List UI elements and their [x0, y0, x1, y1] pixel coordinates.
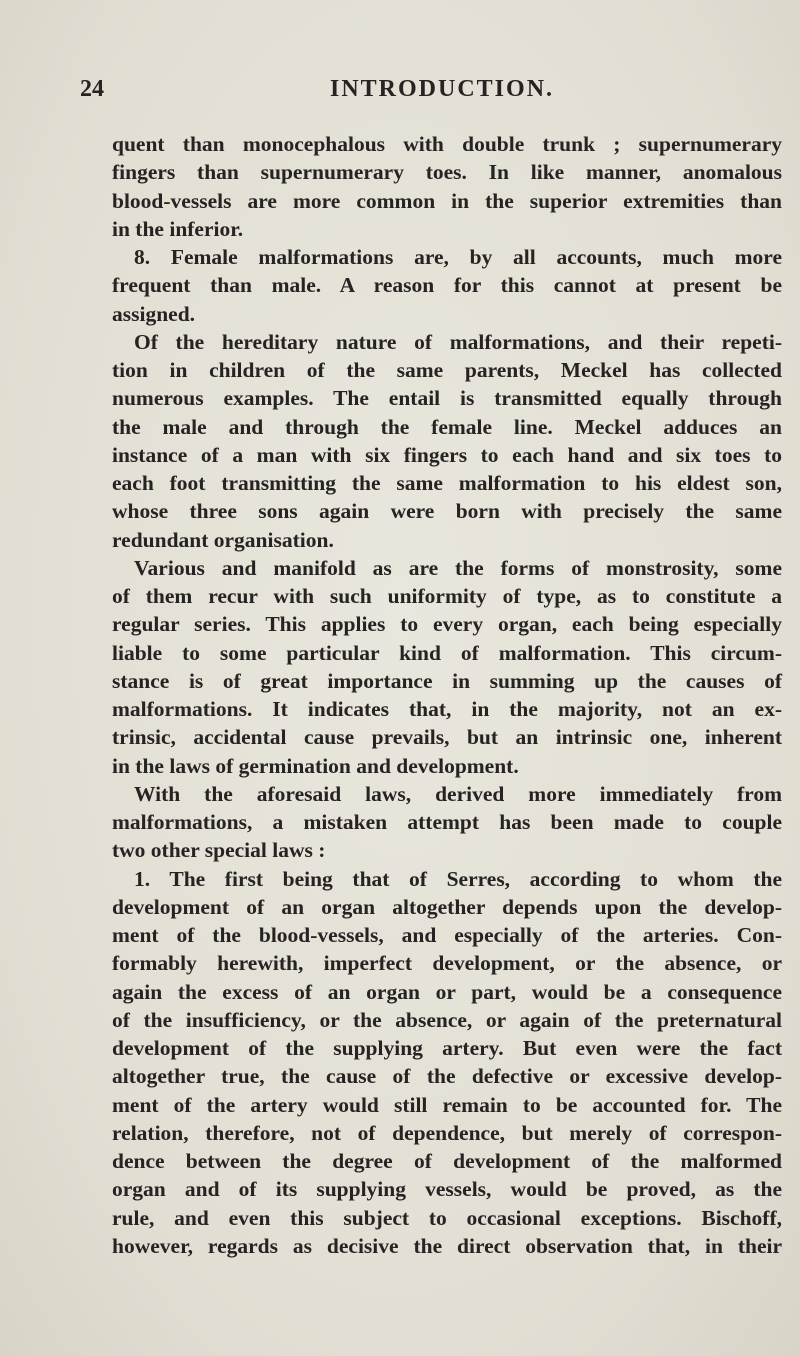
running-title: INTRODUCTION.: [330, 76, 555, 102]
text-line: instance of a man with six fingers to each hand and six toes to: [112, 442, 782, 467]
text-line: quent than monocephalous with double trunk ; supernumerary: [112, 132, 782, 156]
text-line: two other special laws :: [112, 838, 326, 863]
text-line: malformations, a mistaken attempt has been made to couple: [112, 810, 782, 834]
body-text: [112, 130, 782, 1260]
text-line: liable to some particular kind of malformation. This circum-: [112, 640, 782, 665]
text-line: ment of the blood-vessels, and especially of the arteries. Con-: [112, 923, 782, 947]
text-line: however, regards as decisive the direct observation that, in their: [112, 1233, 782, 1258]
text-line: development of an organ altogether depends upon the develop-: [112, 894, 782, 919]
text-line: each foot transmitting the same malformation to his eldest son,: [112, 471, 782, 495]
text-line: 8. Female malformations are, by all accounts, much more: [134, 245, 782, 269]
text-line: assigned.: [112, 301, 196, 326]
text-line: whose three sons again were born with precisely the same: [112, 499, 782, 524]
text-line: tion in children of the same parents, Meckel has collected: [112, 358, 782, 382]
text-line: rule, and even this subject to occasional exceptions. Bischoff,: [112, 1205, 782, 1230]
text-line: Of the hereditary nature of malformations, and their repeti-: [134, 329, 782, 354]
text-line: malformations. It indicates that, in the majority, not an ex-: [112, 697, 782, 721]
text-line: development of the supplying artery. But even were the fact: [112, 1036, 782, 1060]
text-line: Various and manifold as are the forms of monstrosity, some: [134, 555, 782, 580]
text-line: 1. The first being that of Serres, according to whom the: [134, 866, 782, 891]
text-line: organ and of its supplying vessels, would be proved, as the: [112, 1177, 782, 1202]
text-line: the male and through the female line. Meckel adduces an: [112, 414, 782, 439]
text-line: in the laws of germination and development.: [112, 753, 519, 778]
text-line: frequent than male. A reason for this cannot at present be: [112, 273, 782, 298]
text-line: dence between the degree of development of the malformed: [112, 1149, 782, 1173]
text-line: trinsic, accidental cause prevails, but an intrinsic one, inherent: [112, 725, 782, 750]
page-header: [0, 76, 800, 110]
text-line: of the insufficiency, or the absence, or again of the preternatural: [112, 1007, 782, 1032]
text-line: redundant organisation.: [112, 527, 334, 552]
page-number: 24: [80, 76, 104, 102]
text-line: With the aforesaid laws, derived more immediately from: [134, 781, 782, 806]
text-line: of them recur with such uniformity of type, as to constitute a: [112, 584, 782, 608]
text-line: altogether true, the cause of the defective or excessive develop-: [112, 1064, 782, 1089]
text-line: numerous examples. The entail is transmitted equally through: [112, 386, 782, 411]
text-line: regular series. This applies to every organ, each being especially: [112, 612, 782, 637]
text-line: fingers than supernumerary toes. In like manner, anomalous: [112, 160, 782, 185]
text-line: stance is of great importance in summing up the causes of: [112, 668, 782, 693]
text-line: in the inferior.: [112, 216, 244, 241]
text-line: relation, therefore, not of dependence, but merely of correspon-: [112, 1120, 782, 1145]
text-line: blood-vessels are more common in the superior extremities than: [112, 188, 782, 213]
text-line: formably herewith, imperfect development, or the absence, or: [112, 951, 782, 976]
text-line: again the excess of an organ or part, would be a consequence: [112, 979, 782, 1004]
text-line: ment of the artery would still remain to be accounted for. The: [112, 1092, 782, 1117]
